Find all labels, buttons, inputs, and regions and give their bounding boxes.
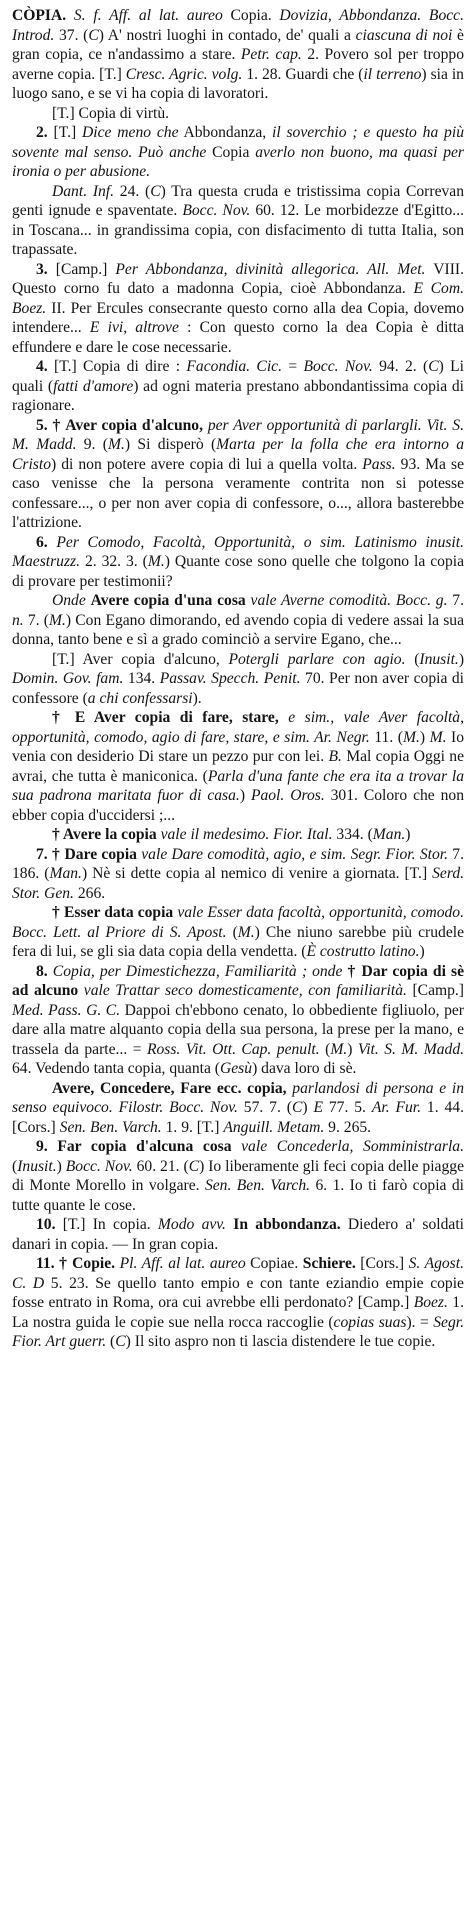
body-text: VIII. Questo corno fu dato a madonna Copia, cioè Abbondanza. <box>12 260 464 297</box>
body-text: ) Quante cose sono quelle che tolgono la copia di provare per testimonii? <box>12 553 464 590</box>
body-text: 1. La nostra guida le copie sue nella rocca raccoglie ( <box>12 1294 465 1331</box>
italic-text: B. <box>328 748 342 765</box>
body-text: ) <box>239 787 251 804</box>
italic-text: Domin. Gov. fam. <box>12 670 124 687</box>
body-text: ) Tra questa cruda e tristissima copia Correvan genti ignude e spaventate. <box>12 182 465 219</box>
italic-text: vale Trattar seco domesticamente, con familiarità. <box>83 982 407 999</box>
italic-text: fatti d'amore <box>53 377 134 395</box>
entry-paragraph-p16 <box>12 1079 464 1138</box>
body-text: ) Si disperò ( <box>124 436 217 453</box>
body-text: ) Con Egano dimorando, ed avendo copia di vedere assai la sua donna, tanto bene e sì a grado cominciò a servire Egano, che... <box>12 611 465 648</box>
body-text: Mal copia Oggi ne avrai, che tutta è maniconica. ( <box>12 748 464 785</box>
body-text: 1. 9. [T.] <box>161 1118 224 1136</box>
italic-text: Ross. Vit. Ott. Cap. penult. <box>146 1040 320 1058</box>
italic-text: vale il medesimo. Fior. Ital. <box>160 826 333 843</box>
headword-text: In abbondanza. <box>233 1216 341 1233</box>
italic-text: Sen. Ben. Varch. <box>59 1118 162 1136</box>
italic-text: Parla d'una fante che era ita a trovar la sua padrona maritata fuor di casa. <box>12 767 464 804</box>
body-text: 1. 28. Guardi che ( <box>242 65 364 83</box>
body-text: 301. Coloro che non ebber copia d'uccidersi ;... <box>12 787 465 824</box>
italic-text: Segr. Fior. Art guerr. <box>12 1313 465 1350</box>
body-text: ) <box>56 1157 66 1175</box>
body-text: ) Il sito aspro non ti lascia distendere le tue copie. <box>125 1333 436 1350</box>
entry-paragraph-p3 <box>12 123 464 182</box>
italic-text: Marta per la folla che era intorno a Cristo <box>12 436 464 473</box>
italic-text: Dant. Inf. <box>52 182 115 200</box>
body-text: Copia <box>206 143 256 161</box>
italic-text: vale Dare comodità, agio, e sim. Segr. Fior. Stor. <box>141 845 448 863</box>
body-text: Copiae. <box>245 1255 303 1272</box>
body-text: 7. 186. ( <box>12 845 464 882</box>
body-text: ) <box>405 826 411 843</box>
body-text: 93. Ma se caso venisse che la persona veramente contrita non si potesse confessare..., o per non aver copia di confessore, o..., allora basterebbe l'attrizione. <box>12 455 464 531</box>
italic-text: Cresc. Agric. volg. <box>125 65 243 83</box>
italic-text: C <box>115 1333 126 1350</box>
headword-text: † Esser data copia <box>52 904 174 921</box>
entry-paragraph-p14 <box>12 903 464 962</box>
body-text: 9. 265. <box>324 1118 372 1136</box>
headword-text: † Avere la copia <box>52 826 157 843</box>
headword-text: 4. <box>36 358 48 375</box>
italic-text: Gesù <box>220 1060 253 1077</box>
body-text: [T.] Copia di dire : <box>47 358 187 375</box>
body-text: ) Io liberamente gli feci copia delle piagge di Monte Morello in volgare. <box>12 1157 464 1194</box>
body-text: ) dava loro di sè. <box>252 1060 357 1077</box>
italic-text: S. Agost. C. D <box>12 1255 464 1292</box>
entry-paragraph-p1 <box>12 6 464 104</box>
italic-text: vale Esser data facoltà, opportunità, comodo. Bocc. Lett. al Priore di S. Apost. <box>12 904 464 941</box>
body-text: 64. Vedendo tanta copia, quanta ( <box>12 1060 220 1077</box>
body-text: ) di non potere avere copia di lui a quella volta. <box>51 455 363 473</box>
body-text: [T.] <box>47 124 82 141</box>
entry-paragraph-p8 <box>12 533 464 592</box>
body-text: Io venia con desiderio Di stare un pezzo pur con lei. <box>12 728 465 765</box>
italic-text: M. <box>429 728 447 746</box>
italic-text: E Com. Boez. <box>12 280 465 317</box>
entry-paragraph-p6 <box>12 357 464 416</box>
body-text: ( <box>405 650 420 668</box>
entry-paragraph-p17 <box>12 1137 464 1215</box>
italic-text: Pass. <box>362 455 396 473</box>
body-text: 2. Povero sol per troppo averne copia. [T.] <box>12 46 464 83</box>
italic-text: ciascuna di noi <box>355 26 453 44</box>
body-text: ). <box>192 689 202 707</box>
italic-text: Passav. Specch. Penit. <box>159 670 301 687</box>
italic-text: Pl. Aff. al lat. aureo <box>119 1255 246 1272</box>
headword-text: 2. <box>36 124 48 141</box>
italic-text: Onde <box>52 592 86 609</box>
body-text: ( <box>226 923 238 941</box>
italic-text: M. <box>237 923 255 941</box>
entry-paragraph-p9 <box>12 591 464 650</box>
italic-text: M. <box>402 728 420 746</box>
body-text: = <box>281 358 304 375</box>
body-text: 134. <box>123 670 160 687</box>
body-text: ( <box>12 1157 18 1175</box>
body-text: 57. 7. ( <box>237 1099 292 1116</box>
body-text: ) <box>419 943 425 960</box>
italic-text: C <box>428 358 439 375</box>
italic-text: Anguill. Metam. <box>223 1118 325 1136</box>
italic-text: il terreno <box>363 65 422 83</box>
body-text: ( <box>319 1040 331 1058</box>
italic-text: C <box>150 182 161 200</box>
italic-text: Ar. Fur. <box>371 1099 422 1116</box>
body-text: ). = <box>406 1313 434 1331</box>
body-text: 77. 5. <box>322 1099 372 1116</box>
italic-text: Per Abbondanza, divinità allegorica. All. Met. <box>115 260 426 278</box>
entry-paragraph-p19 <box>12 1254 464 1352</box>
italic-text: Boez. <box>413 1294 448 1311</box>
entry-paragraph-p4 <box>12 182 464 260</box>
entry-paragraph-p11 <box>12 708 464 825</box>
entry-paragraph-p15 <box>12 962 464 1079</box>
italic-text: a chi confessarsi <box>87 689 193 707</box>
headword-text: 11. † Copie. <box>36 1255 116 1272</box>
italic-text: Paol. Oros. <box>250 787 325 804</box>
italic-text: M. <box>48 611 66 629</box>
body-text: ) Che niuno sarebbe più crudele fera di lui, se gli sia data copia della vendetta. ( <box>12 923 464 960</box>
headword-text: 6. <box>36 533 48 551</box>
italic-text: C <box>291 1099 303 1116</box>
italic-text: Inusit. <box>17 1157 57 1175</box>
italic-text: copias suas <box>333 1313 407 1331</box>
italic-text: n. <box>12 611 24 629</box>
body-text: 266. <box>73 884 106 902</box>
body-text: 70. Per non aver copia di confessore ( <box>12 670 465 707</box>
italic-text: Bocc. Nov. <box>182 202 251 219</box>
italic-text: Man. <box>372 826 406 843</box>
body-text: 6. 1. Io ti farò copia di tutte quante le cose. <box>12 1177 465 1214</box>
headword-text: 3. <box>36 260 48 278</box>
body-text: ) <box>302 1099 314 1116</box>
italic-text: S. f. Aff. al lat. aureo <box>66 7 223 24</box>
headword-text: 5. † Aver copia d'alcuno, <box>36 416 203 434</box>
headword-text: Avere, Concedere, Fare ecc. copia, <box>52 1079 287 1097</box>
italic-text: Man. <box>49 865 82 882</box>
italic-text: Potergli parlare con agio. <box>228 650 406 668</box>
headword-text: 8. <box>36 962 48 980</box>
headword-text: † Dar copia di sè ad alcuno <box>12 962 465 999</box>
italic-text: il soverchio ; e questo ha più sovente mal senso. Può anche <box>12 124 464 161</box>
entry-paragraph-p18 <box>12 1215 464 1254</box>
body-text: [Camp.] <box>47 260 116 278</box>
entry-paragraph-p10 <box>12 650 464 709</box>
body-text: ) Nè si dette copia al nemico di venire a giornata. [T.] <box>81 865 433 882</box>
body-text: è gran copia, ce n'andassimo a stare. <box>12 26 464 63</box>
body-text: ( <box>106 1333 116 1350</box>
italic-text: averlo non buono, ma quasi per ironia o per abusione. <box>12 143 464 180</box>
italic-text: Bocc. Nov. <box>65 1157 133 1175</box>
body-text: ) A' nostri luoghi in contado, de' quali a <box>98 26 356 44</box>
body-text: 2. 32. 3. ( <box>80 553 148 570</box>
italic-text: C <box>188 1157 200 1175</box>
headword-text: 10. <box>36 1216 56 1233</box>
italic-text: vale Concederla, Somministrarla. <box>241 1138 464 1155</box>
italic-text: Bocc. Nov. <box>303 358 373 375</box>
body-text: ) Li quali ( <box>12 358 465 395</box>
body-text: 9. ( <box>76 436 109 453</box>
italic-text: Copia, per Dimestichezza, Familiarità ; onde <box>52 962 343 980</box>
italic-text: e sim., vale Aver facoltà, opportunità, comodo, agio di fare, stare, e sim. Ar. Negr. <box>12 709 464 746</box>
headword-text: CÒPIA. <box>12 7 67 24</box>
body-text: 24. ( <box>114 182 151 200</box>
italic-text: Per Comodo, Facoltà, Opportunità, o sim. Latinismo inusit. Maestruzz. <box>12 533 464 570</box>
italic-text: C <box>88 26 99 44</box>
headword-text: Avere copia d'una cosa <box>90 592 246 609</box>
italic-text: parlandosi di persona e in senso equivoco. Filostr. Bocc. Nov. <box>12 1079 465 1116</box>
headword-text: Schiere. <box>302 1255 356 1272</box>
body-text: 334. ( <box>332 826 373 843</box>
italic-text: E ivi, altrove <box>89 319 179 336</box>
body-text: [T.] In copia. <box>55 1216 158 1233</box>
headword-text: 9. Far copia d'alcuna cosa <box>36 1138 232 1155</box>
italic-text: Petr. cap. <box>240 46 302 63</box>
body-text: Copia. <box>222 7 280 24</box>
body-text: 60. 12. Le morbidezze d'Egitto... in Toscana... in grandissima copia, con disfacimento di tutta Italia, son trapassate. <box>12 202 464 258</box>
body-text: 1. 44. [Cors.] <box>12 1099 465 1136</box>
body-text: ) sia in luogo sano, e se vi ha copia di lavoratori. <box>12 65 464 102</box>
entry-paragraph-p5 <box>12 260 464 358</box>
body-text: [Cors.] <box>355 1255 409 1272</box>
body-text: 7. <box>447 592 464 609</box>
entry-paragraph-p12 <box>12 825 464 845</box>
body-text: [T.] Aver copia d'alcuno, <box>52 650 229 668</box>
body-text: Abbondanza, <box>178 124 272 141</box>
body-text: [T.] Copia di virtù. <box>52 104 170 122</box>
body-text: Dappoi ch'ebbono cenato, lo obbediente figliuolo, per dare alla matre alquanto copia della sua persona, la prese per la mano, e trassela da parte... = <box>12 1001 465 1058</box>
italic-text: vale Averne comodità. Bocc. g. <box>250 592 448 609</box>
italic-text: Inusit. <box>419 650 459 668</box>
body-text: 11. ( <box>369 728 403 746</box>
italic-text: per Aver opportunità di parlargli. Vit. S. M. Madd. <box>12 416 464 453</box>
body-text: 94. 2. ( <box>372 358 429 375</box>
body-text: 60. 21. ( <box>132 1157 189 1175</box>
italic-text: È costrutto latino. <box>306 943 420 960</box>
italic-text: Vit. S. M. Madd. <box>357 1040 465 1058</box>
italic-text: Dovizia, Abbondanza. Bocc. Introd. <box>12 7 464 44</box>
body-text: ) <box>419 728 430 746</box>
body-text <box>279 709 288 726</box>
body-text <box>232 1138 242 1155</box>
body-text: 5. 23. Se quello tanto empio e con tante eziandio empie copie fosse entrato in Roma, ora cui avrebbe elli perdonato? [Camp.] <box>12 1274 464 1311</box>
entry-paragraph-p2 <box>12 104 464 124</box>
entry-paragraph-p7 <box>12 416 464 533</box>
italic-text: Serd. Stor. Gen. <box>12 865 465 902</box>
body-text: ) <box>347 1040 358 1058</box>
body-text: Diedero a' soldati danari in copia. — In gran copia. <box>12 1216 465 1253</box>
italic-text: Dice meno che <box>82 124 179 141</box>
body-text: II. Per Ercules consecrante questo corno alla dea Copia, dovemo intendere... <box>12 299 464 336</box>
body-text: ) <box>458 650 465 668</box>
italic-text: M. <box>108 436 125 453</box>
italic-text: E <box>313 1099 323 1116</box>
headword-text: † E Aver copia di fare, stare, <box>52 709 279 726</box>
italic-text: Modo avv. <box>157 1216 226 1233</box>
italic-text: Med. Pass. G. C. <box>12 1001 121 1019</box>
entry-paragraph-p13 <box>12 845 464 904</box>
body-text: ) ad ogni materia prestano abbondantissima copia di ragionare. <box>12 377 464 414</box>
italic-text: Sen. Ben. Varch. <box>204 1177 311 1194</box>
body-text: : Con questo corno la dea Copia è ditta effundere e dare le cose necessarie. <box>12 319 464 356</box>
body-text: 7. ( <box>23 611 49 629</box>
italic-text: Facondia. Cic. <box>186 358 282 375</box>
body-text: [Camp.] <box>406 982 465 999</box>
body-text: 37. ( <box>54 26 89 44</box>
headword-text: 7. † Dare copia <box>36 845 137 863</box>
italic-text: M. <box>330 1040 348 1058</box>
italic-text: M. <box>147 553 165 570</box>
